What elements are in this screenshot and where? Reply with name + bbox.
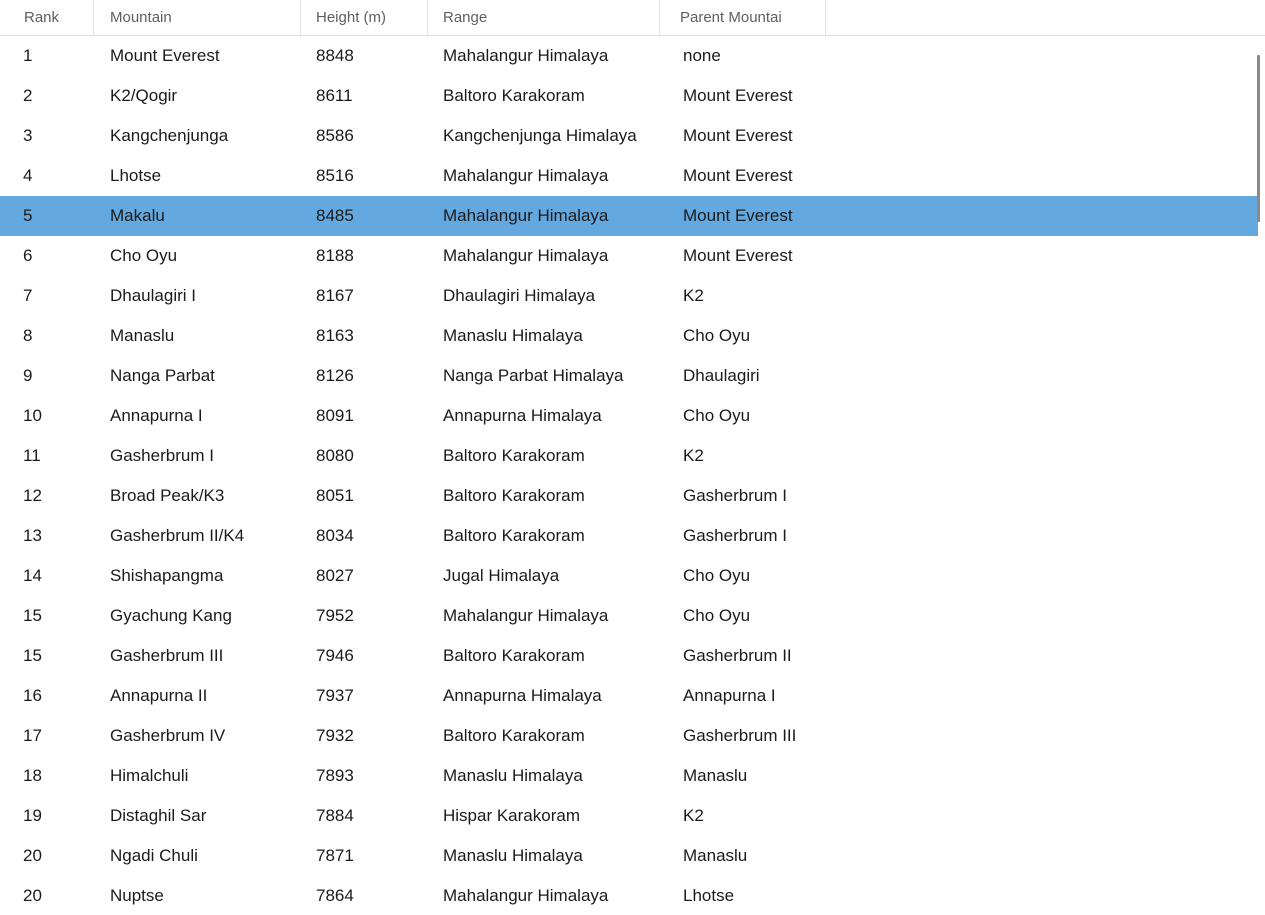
- cell-parent-mountain: Mount Everest: [683, 126, 793, 145]
- table-row[interactable]: [0, 516, 1258, 556]
- cell-parent-mountain: Mount Everest: [683, 86, 793, 105]
- cell-rank: 17: [23, 726, 42, 745]
- column-header-mountain[interactable]: Mountain: [94, 0, 301, 35]
- table-row[interactable]: [0, 76, 1258, 116]
- cell-parent-mountain: Mount Everest: [683, 206, 793, 225]
- table-row[interactable]: [0, 596, 1258, 636]
- cell-mountain: Makalu: [110, 206, 165, 225]
- cell-height: 7871: [316, 846, 354, 865]
- cell-range: Mahalangur Himalaya: [443, 606, 609, 625]
- cell-mountain: Annapurna II: [110, 686, 208, 705]
- cell-height: 8848: [316, 46, 354, 65]
- cell-range: Nanga Parbat Himalaya: [443, 366, 624, 385]
- cell-range: Baltoro Karakoram: [443, 486, 585, 505]
- cell-mountain: Gasherbrum II/K4: [110, 526, 245, 545]
- cell-mountain: Lhotse: [110, 166, 162, 185]
- cell-mountain: Gasherbrum III: [110, 646, 224, 665]
- cell-mountain: Dhaulagiri I: [110, 286, 196, 305]
- cell-parent-mountain: Gasherbrum I: [683, 486, 787, 505]
- cell-rank: 15: [23, 646, 42, 665]
- table-row[interactable]: [0, 116, 1258, 156]
- cell-height: 7884: [316, 806, 354, 825]
- cell-range: Annapurna Himalaya: [443, 406, 602, 425]
- table-row[interactable]: [0, 716, 1258, 756]
- cell-rank: 11: [23, 446, 41, 465]
- cell-range: Annapurna Himalaya: [443, 686, 602, 705]
- table-row[interactable]: [0, 436, 1258, 476]
- cell-range: Baltoro Karakoram: [443, 86, 585, 105]
- cell-rank: 6: [23, 246, 33, 265]
- cell-rank: 3: [23, 126, 33, 145]
- cell-mountain: K2/Qogir: [110, 86, 178, 105]
- cell-rank: 18: [23, 766, 42, 785]
- cell-height: 7932: [316, 726, 354, 745]
- cell-parent-mountain: none: [683, 46, 721, 65]
- cell-height: 7952: [316, 606, 354, 625]
- table-row[interactable]: [0, 196, 1258, 236]
- vertical-scrollbar-thumb[interactable]: [1257, 55, 1260, 222]
- cell-range: Hispar Karakoram: [443, 806, 580, 825]
- table-row[interactable]: [0, 316, 1258, 356]
- cell-mountain: Mount Everest: [110, 46, 220, 65]
- cell-mountain: Gasherbrum I: [110, 446, 214, 465]
- table-row[interactable]: [0, 796, 1258, 836]
- cell-height: 8051: [316, 486, 354, 505]
- cell-mountain: Kangchenjunga: [110, 126, 229, 145]
- cell-mountain: Gasherbrum IV: [110, 726, 226, 745]
- cell-range: Mahalangur Himalaya: [443, 166, 609, 185]
- cell-range: Baltoro Karakoram: [443, 646, 585, 665]
- cell-height: 8516: [316, 166, 354, 185]
- cell-range: Kangchenjunga Himalaya: [443, 126, 637, 145]
- cell-range: Manaslu Himalaya: [443, 766, 583, 785]
- cell-rank: 12: [23, 486, 42, 505]
- cell-range: Jugal Himalaya: [443, 566, 560, 585]
- cell-height: 8586: [316, 126, 354, 145]
- cell-parent-mountain: Gasherbrum III: [683, 726, 797, 745]
- datagrid-header: [0, 0, 1265, 36]
- cell-parent-mountain: Gasherbrum I: [683, 526, 787, 545]
- cell-parent-mountain: Cho Oyu: [683, 406, 751, 425]
- cell-rank: 16: [23, 686, 42, 705]
- cell-rank: 2: [23, 86, 33, 105]
- cell-height: 7893: [316, 766, 354, 785]
- cell-mountain: Himalchuli: [110, 766, 189, 785]
- cell-parent-mountain: Cho Oyu: [683, 606, 751, 625]
- cell-mountain: Ngadi Chuli: [110, 846, 198, 865]
- cell-parent-mountain: Cho Oyu: [683, 326, 751, 345]
- cell-range: Manaslu Himalaya: [443, 326, 583, 345]
- cell-rank: 1: [23, 46, 33, 65]
- cell-height: 7937: [316, 686, 354, 705]
- column-header-parent-mountain[interactable]: Parent Mountai: [660, 0, 826, 35]
- column-header-range[interactable]: Range: [428, 0, 660, 35]
- cell-height: 7864: [316, 886, 354, 905]
- cell-mountain: Manaslu: [110, 326, 175, 345]
- cell-rank: 9: [23, 366, 33, 385]
- cell-parent-mountain: Manaslu: [683, 846, 748, 865]
- cell-parent-mountain: Mount Everest: [683, 166, 793, 185]
- cell-parent-mountain: Manaslu: [683, 766, 748, 785]
- cell-rank: 14: [23, 566, 42, 585]
- cell-range: Mahalangur Himalaya: [443, 246, 609, 265]
- cell-height: 8167: [316, 286, 354, 305]
- cell-parent-mountain: Mount Everest: [683, 246, 793, 265]
- cell-parent-mountain: Gasherbrum II: [683, 646, 792, 665]
- cell-height: 8034: [316, 526, 354, 545]
- cell-height: 8163: [316, 326, 354, 345]
- cell-range: Baltoro Karakoram: [443, 446, 585, 465]
- table-row[interactable]: [0, 396, 1258, 436]
- cell-rank: 4: [23, 166, 33, 185]
- cell-range: Mahalangur Himalaya: [443, 46, 609, 65]
- table-row[interactable]: [0, 556, 1258, 596]
- cell-rank: 20: [23, 846, 42, 865]
- cell-rank: 5: [23, 206, 33, 225]
- cell-height: 8027: [316, 566, 354, 585]
- cell-height: 8091: [316, 406, 354, 425]
- cell-height: 8126: [316, 366, 354, 385]
- column-header-filler: [826, 0, 1265, 35]
- cell-parent-mountain: K2: [683, 446, 704, 465]
- cell-range: Baltoro Karakoram: [443, 726, 585, 745]
- datagrid-body: [0, 36, 1265, 915]
- cell-mountain: Annapurna I: [110, 406, 203, 425]
- cell-height: 8188: [316, 246, 354, 265]
- column-header-height[interactable]: Height (m): [301, 0, 428, 35]
- cell-rank: 7: [23, 286, 33, 305]
- table-row[interactable]: [0, 236, 1258, 276]
- cell-parent-mountain: Dhaulagiri: [683, 366, 760, 385]
- cell-parent-mountain: Annapurna I: [683, 686, 776, 705]
- cell-height: 7946: [316, 646, 354, 665]
- cell-range: Mahalangur Himalaya: [443, 206, 609, 225]
- cell-mountain: Gyachung Kang: [110, 606, 232, 625]
- table-row[interactable]: [0, 636, 1258, 676]
- cell-rank: 13: [23, 526, 42, 545]
- cell-parent-mountain: K2: [683, 806, 704, 825]
- cell-parent-mountain: Lhotse: [683, 886, 735, 905]
- column-header-rank[interactable]: Rank: [0, 0, 94, 35]
- cell-parent-mountain: K2: [683, 286, 704, 305]
- cell-mountain: Broad Peak/K3: [110, 486, 225, 505]
- cell-rank: 20: [23, 886, 42, 905]
- cell-height: 8611: [316, 86, 353, 105]
- table-row[interactable]: [0, 36, 1258, 76]
- table-row[interactable]: [0, 276, 1258, 316]
- cell-mountain: Distaghil Sar: [110, 806, 207, 825]
- cell-mountain: Nanga Parbat: [110, 366, 215, 385]
- cell-mountain: Nuptse: [110, 886, 164, 905]
- cell-height: 8080: [316, 446, 354, 465]
- cell-rank: 15: [23, 606, 42, 625]
- cell-mountain: Cho Oyu: [110, 246, 178, 265]
- table-row[interactable]: [0, 836, 1258, 876]
- table-row[interactable]: [0, 356, 1258, 396]
- cell-parent-mountain: Cho Oyu: [683, 566, 751, 585]
- cell-mountain: Shishapangma: [110, 566, 224, 585]
- cell-rank: 8: [23, 326, 33, 345]
- cell-range: Mahalangur Himalaya: [443, 886, 609, 905]
- cell-rank: 19: [23, 806, 42, 825]
- table-row[interactable]: [0, 676, 1258, 716]
- cell-range: Dhaulagiri Himalaya: [443, 286, 596, 305]
- cell-range: Manaslu Himalaya: [443, 846, 583, 865]
- table-row[interactable]: [0, 756, 1258, 796]
- cell-height: 8485: [316, 206, 354, 225]
- table-row[interactable]: [0, 156, 1258, 196]
- table-row[interactable]: [0, 876, 1258, 915]
- table-row[interactable]: [0, 476, 1258, 516]
- cell-range: Baltoro Karakoram: [443, 526, 585, 545]
- cell-rank: 10: [23, 406, 42, 425]
